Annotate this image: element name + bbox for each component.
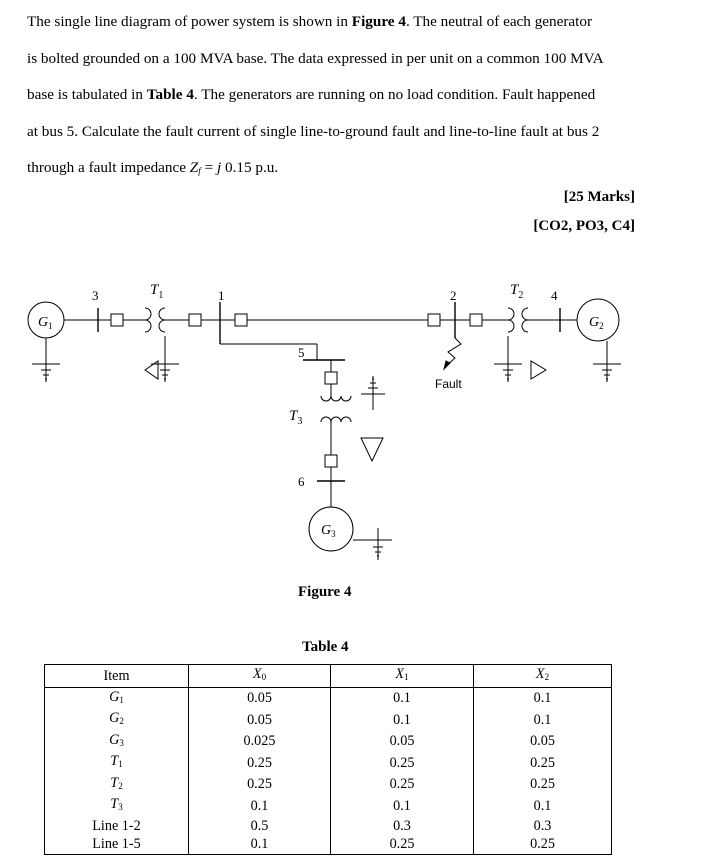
item-cell: $G_2$ [45,709,189,731]
header-item: Item [45,665,189,688]
t2-coil-right [522,308,528,332]
table-row [45,817,612,836]
x0-cell: 0.1 [189,795,331,817]
table-row [45,709,612,731]
x1-cell: 0.1 [331,709,474,731]
item-cell: $G_1$ [45,687,189,709]
item-cell: Line 1-5 [45,835,189,854]
breaker-6 [325,455,337,467]
x2-cell: 0.1 [474,687,612,709]
table-row [45,752,612,774]
x2-cell: 0.3 [474,817,612,836]
g1-label: $G_1$ [38,315,53,331]
question-line-2: is bolted grounded on a 100 MVA base. The data expressed in per unit on a common 100 MVA [27,49,604,67]
bus-6-label: 6 [298,474,305,489]
x2-cell: 0.1 [474,709,612,731]
breaker-2b [470,314,482,326]
table-caption: Table 4 [302,639,349,655]
question-line-5: through a fault impedance $Z_f = j$ 0.15 p.u. [27,159,279,177]
x0-cell: 0.25 [189,752,331,774]
breaker-2a [428,314,440,326]
x1-cell: 0.1 [331,795,474,817]
item-cell: Line 1-2 [45,817,189,836]
x0-cell: 0.05 [189,687,331,709]
x0-cell: 0.5 [189,817,331,836]
header-x0: $X_0$ [189,665,331,688]
question-line-1: The single line diagram of power system is shown in Figure 4. The neutral of each generator [27,13,593,30]
bus-1-label: 1 [218,288,225,303]
t3-coil-bottom [321,417,351,422]
item-cell: $T_2$ [45,774,189,796]
x0-cell: 0.05 [189,709,331,731]
x2-cell: 0.25 [474,774,612,796]
x2-cell: 0.25 [474,835,612,854]
question-text [27,4,677,190]
x2-cell: 0.25 [474,752,612,774]
table-header-row [45,665,612,688]
t2-label: $T_2$ [510,282,524,301]
reactance-table [44,664,612,855]
item-cell: $G_3$ [45,731,189,753]
breaker-1b [235,314,247,326]
table-row [45,795,612,817]
x1-cell: 0.1 [331,687,474,709]
table-row [45,774,612,796]
x1-cell: 0.25 [331,752,474,774]
fault-label: Fault [435,377,462,391]
item-cell: $T_1$ [45,752,189,774]
x0-cell: 0.025 [189,731,331,753]
table-row [45,835,612,854]
g2-label: $G_2$ [589,315,604,331]
bus-5-label: 5 [298,345,305,360]
x1-cell: 0.05 [331,731,474,753]
item-cell: $T_3$ [45,795,189,817]
single-line-diagram [0,260,702,580]
x1-cell: 0.25 [331,774,474,796]
marks-total: [25 Marks] [563,189,635,205]
t1-coil-left [145,308,151,332]
t3-coil-top [321,396,351,401]
bus-4-label: 4 [551,288,558,303]
breaker-3 [111,314,123,326]
question-line-4: at bus 5. Calculate the fault current of single line-to-ground fault and line-to-line fault at bus 2 [27,122,600,140]
header-x1: $X_1$ [331,665,474,688]
x0-cell: 0.25 [189,774,331,796]
question-line-3: base is tabulated in Table 4. The generators are running on no load condition. Fault happened [27,86,596,104]
table-row [45,731,612,753]
g3-label: $G_3$ [321,523,336,539]
header-x2: $X_2$ [474,665,612,688]
t2-coil-left [508,308,514,332]
figure-caption: Figure 4 [298,584,352,600]
x0-cell: 0.1 [189,835,331,854]
bus-3-label: 3 [92,288,99,303]
t1-coil-right [159,308,165,332]
x2-cell: 0.1 [474,795,612,817]
x1-cell: 0.25 [331,835,474,854]
bus-2-label: 2 [450,288,457,303]
marks-outcomes: [CO2, PO3, C4] [533,218,635,234]
x2-cell: 0.05 [474,731,612,753]
t1-label: $T_1$ [150,282,164,301]
t3-label: $T_3$ [289,408,303,427]
breaker-5 [325,372,337,384]
x1-cell: 0.3 [331,817,474,836]
table-row [45,687,612,709]
breaker-1a [189,314,201,326]
